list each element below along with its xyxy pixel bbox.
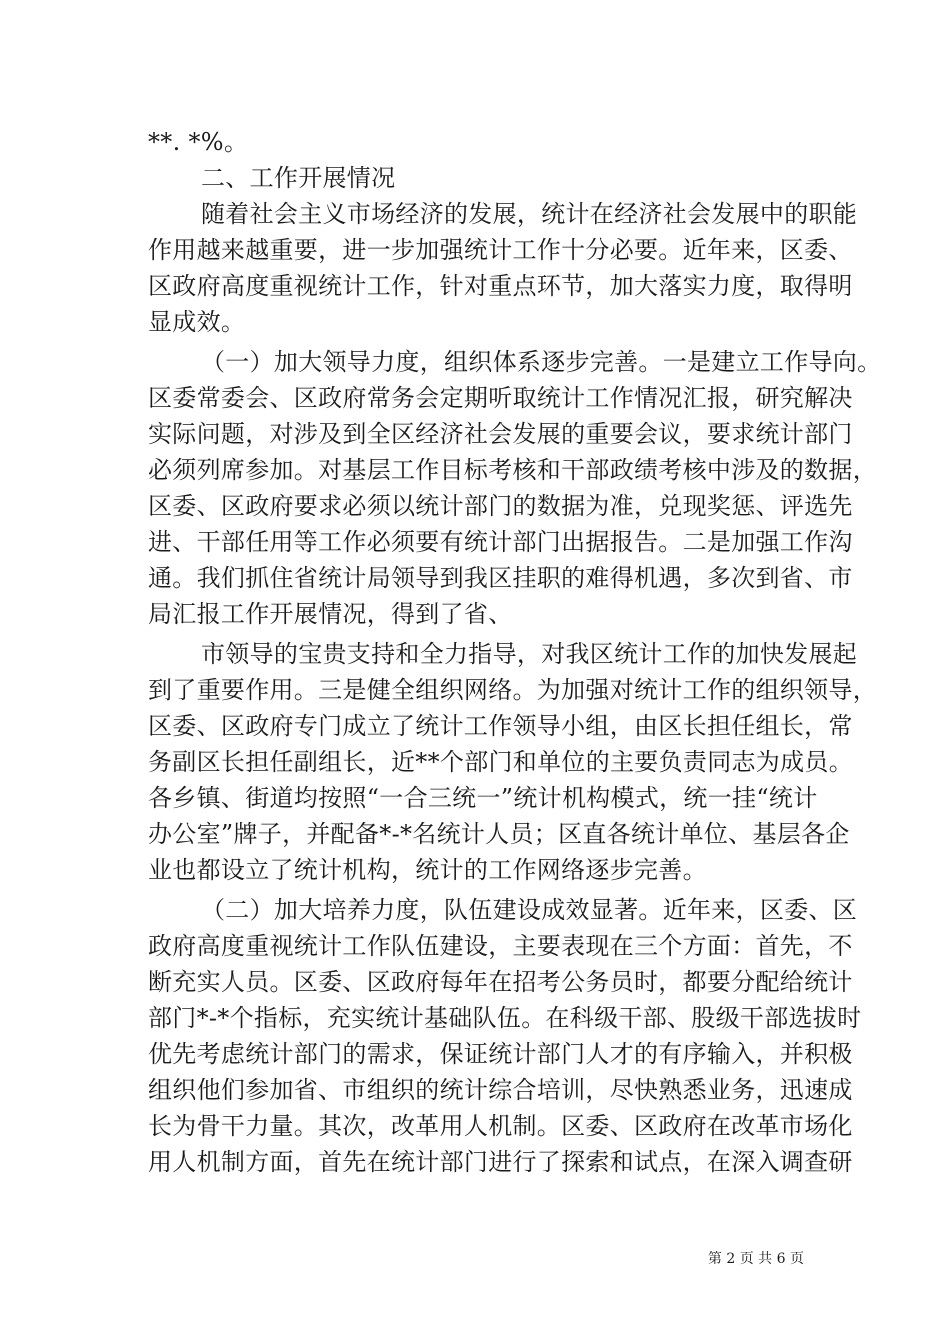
text-line: 进、干部任用等工作必须要有统计部门出据报告。二是加强工作沟 <box>148 528 853 556</box>
subsection-heading: （一）加大领导力度，组织体系逐步完善。一是建立工作导向。 <box>201 348 882 376</box>
text-line: 局汇报工作开展情况，得到了省、 <box>148 600 513 628</box>
text-line: 显成效。 <box>148 308 246 336</box>
text-line: 通。我们抓住省统计局领导到我区挂职的难得机遇，多次到省、市 <box>148 564 853 592</box>
subsection-heading: （二）加大培养力度，队伍建设成效显著。近年来，区委、区 <box>201 896 858 924</box>
section-heading: 二、工作开展情况 <box>201 164 396 192</box>
text-line: 政府高度重视统计工作队伍建设，主要表现在三个方面：首先，不 <box>148 932 853 960</box>
text-line: 到了重要作用。三是健全组织网络。为加强对统计工作的组织领导， <box>148 676 877 704</box>
text-line: 必须列席参加。对基层工作目标考核和干部政绩考核中涉及的数据， <box>148 456 877 484</box>
text-line: 实际问题，对涉及到全区经济社会发展的重要会议，要求统计部门 <box>148 420 853 448</box>
text-line: 随着社会主义市场经济的发展，统计在经济社会发展中的职能 <box>201 200 858 228</box>
text-line: 作用越来越重要，进一步加强统计工作十分必要。近年来，区委、 <box>148 236 853 264</box>
text-line: 部门*-*个指标，充实统计基础队伍。在科级干部、股级干部选拔时 <box>148 1004 862 1032</box>
text-line: **. *%。 <box>148 128 249 156</box>
text-line: 区政府高度重视统计工作，针对重点环节，加大落实力度，取得明 <box>148 272 853 300</box>
text-line: 用人机制方面，首先在统计部门进行了探索和试点，在深入调查研 <box>148 1148 853 1176</box>
text-line: 业也都设立了统计机构，统计的工作网络逐步完善。 <box>148 856 707 884</box>
text-line: 组织他们参加省、市组织的统计综合培训，尽快熟悉业务，迅速成 <box>148 1076 853 1104</box>
text-line: 优先考虑统计部门的需求，保证统计部门人才的有序输入，并积极 <box>148 1040 853 1068</box>
text-line: 断充实人员。区委、区政府每年在招考公务员时，都要分配给统计 <box>148 968 853 996</box>
text-line: 区委、区政府专门成立了统计工作领导小组，由区长担任组长，常 <box>148 712 853 740</box>
text-line: 务副区长担任副组长，近**个部门和单位的主要负责同志为成员。 <box>148 748 853 776</box>
text-line: 长为骨干力量。其次，改革用人机制。区委、区政府在改革市场化 <box>148 1112 853 1140</box>
text-line: 办公室”牌子，并配备*-*名统计人员；区直各统计单位、基层各企 <box>148 820 850 848</box>
page-number: 第 2 页 共 6 页 <box>707 1251 804 1267</box>
text-line: 各乡镇、街道均按照“一合三统一”统计机构模式，统一挂“统计 <box>148 784 818 812</box>
text-line: 区委常委会、区政府常务会定期听取统计工作情况汇报，研究解决 <box>148 384 853 412</box>
text-line: 市领导的宝贵支持和全力指导，对我区统计工作的加快发展起 <box>201 640 858 668</box>
text-line: 区委、区政府要求必须以统计部门的数据为准，兑现奖惩、评选先 <box>148 492 853 520</box>
